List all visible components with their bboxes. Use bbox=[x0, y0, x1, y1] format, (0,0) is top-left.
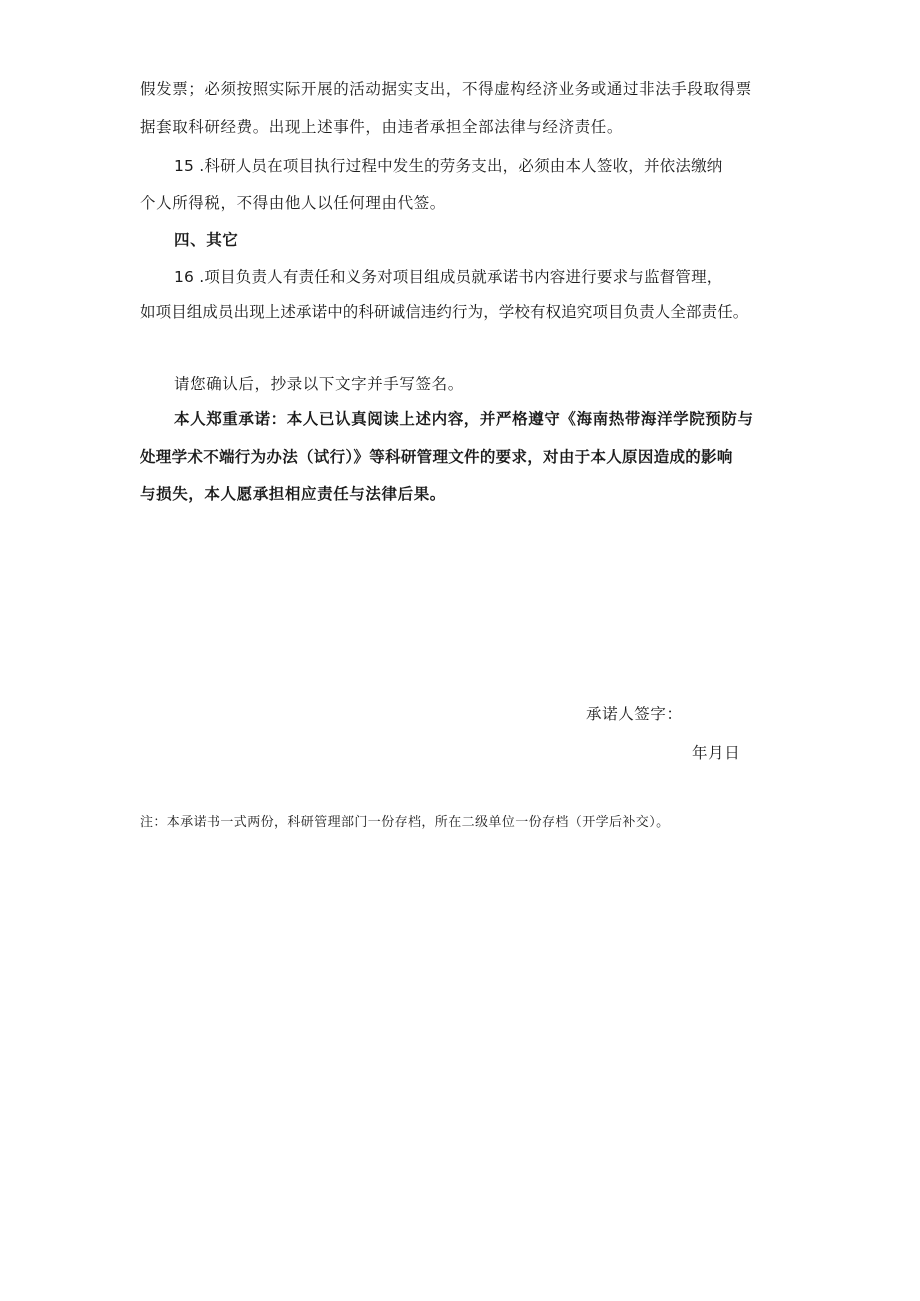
paragraph-15-line-2: 个人所得税，不得由他人以任何理由代签。 bbox=[140, 194, 446, 212]
signature-label: 承诺人签字： bbox=[586, 705, 683, 723]
pledge-line-2: 处理学术不端行为办法（试行）》等科研管理文件的要求，对由于本人原因造成的影响 bbox=[140, 448, 733, 466]
paragraph-14-line-1: 假发票；必须按照实际开展的活动据实支出，不得虚构经济业务或通过非法手段取得票 bbox=[140, 80, 752, 98]
paragraph-14-line-2: 据套取科研经费。出现上述事件，由违者承担全部法律与经济责任。 bbox=[140, 118, 624, 136]
pledge-line-1: 本人郑重承诺：本人已认真阅读上述内容，并严格遵守《海南热带海洋学院预防与 bbox=[174, 410, 754, 428]
paragraph-16-line-2: 如项目组成员出现上述承诺中的科研诚信违约行为，学校有权追究项目负责人全部责任。 bbox=[140, 303, 749, 321]
paragraph-15-line-1: 15 .科研人员在项目执行过程中发生的劳务支出，必须由本人签收，并依法缴纳 bbox=[174, 157, 723, 175]
pledge-line-3: 与损失，本人愿承担相应责任与法律后果。 bbox=[140, 485, 446, 503]
signature-date: 年月日 bbox=[692, 744, 741, 762]
footnote: 注：本承诺书一式两份，科研管理部门一份存档，所在二级单位一份存档（开学后补交）。 bbox=[140, 815, 670, 830]
section-4-heading: 四、其它 bbox=[174, 231, 239, 249]
paragraph-16-line-1: 16 .项目负责人有责任和义务对项目组成员就承诺书内容进行要求与监督管理， bbox=[174, 268, 723, 286]
confirm-instruction: 请您确认后，抄录以下文字并手写签名。 bbox=[174, 375, 464, 393]
